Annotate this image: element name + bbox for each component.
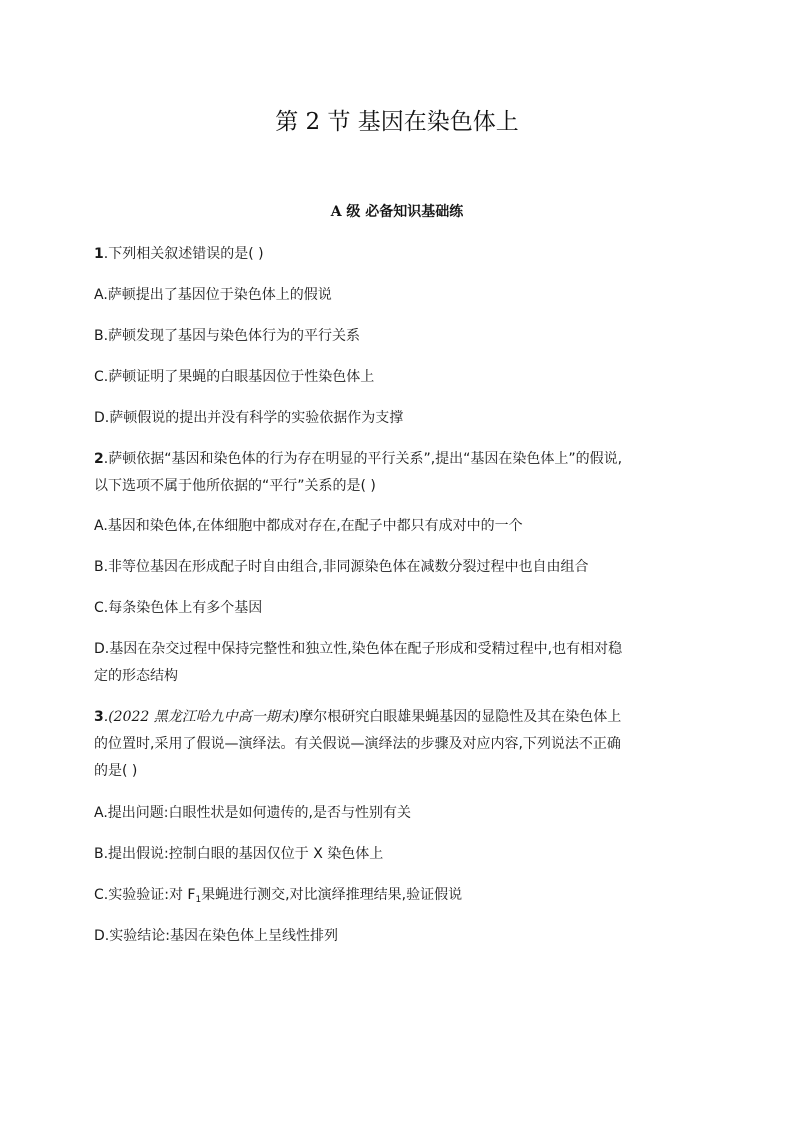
question-text: .萨顿依据“基因和染色体的行为存在明显的平行关系”,提出“基因在染色体上”的假说, xyxy=(103,451,623,467)
question-1-option-a: A.萨顿提出了基因位于染色体上的假说 xyxy=(94,287,332,303)
question-3-option-b: B.提出假说:控制白眼的基因仅位于 X 染色体上 xyxy=(94,846,384,862)
question-3-stem-line-3: 的是( ) xyxy=(94,763,138,779)
question-2-stem-line-1 xyxy=(94,449,704,469)
question-3-option-d: D.实验结论:基因在染色体上呈线性排列 xyxy=(94,928,338,944)
page-title: 第 2 节 基因在染色体上 xyxy=(275,109,519,135)
question-number: 3 xyxy=(94,709,104,725)
question-3-stem-line-2: 的位置时,采用了假说—演绎法。有关假说—演绎法的步骤及对应内容,下列说法不正确 xyxy=(94,736,621,752)
question-number: 1 xyxy=(94,246,104,262)
question-number: 2 xyxy=(94,451,104,467)
subscript-1: 1 xyxy=(195,895,202,905)
question-2-option-a: A.基因和染色体,在体细胞中都成对存在,在配子中都只有成对中的一个 xyxy=(94,518,523,534)
section-heading: A 级 必备知识基础练 xyxy=(330,204,464,220)
option-c-suffix: 果蝇进行测交,对比演绎推理结果,验证假说 xyxy=(201,887,463,903)
question-3-option-a: A.提出问题:白眼性状是如何遗传的,是否与性别有关 xyxy=(94,805,411,821)
question-1-option-c: C.萨顿证明了果蝇的白眼基因位于性染色体上 xyxy=(94,369,375,385)
question-2-stem-line-2: 以下选项不属于他所依据的“平行”关系的是( ) xyxy=(94,478,376,494)
question-3-stem-line-1 xyxy=(94,707,704,727)
question-1-option-b: B.萨顿发现了基因与染色体行为的平行关系 xyxy=(94,328,361,344)
question-2-option-b: B.非等位基因在形成配子时自由组合,非同源染色体在减数分裂过程中也自由组合 xyxy=(94,559,589,575)
question-text: .下列相关叙述错误的是( ) xyxy=(103,246,264,262)
question-1-stem xyxy=(94,244,704,264)
option-c-prefix: C.实验验证:对 F xyxy=(94,887,196,903)
question-1-option-d: D.萨顿假说的提出并没有科学的实验依据作为支撑 xyxy=(94,410,404,426)
question-2-option-d-line-1: D.基因在杂交过程中保持完整性和独立性,染色体在配子形成和受精过程中,也有相对稳 xyxy=(94,641,623,657)
question-text: 摩尔根研究白眼雄果蝇基因的显隐性及其在染色体上 xyxy=(299,709,622,725)
question-2-option-d-line-2: 定的形态结构 xyxy=(94,668,178,684)
question-source: .(2022 黑龙江哈九中高一期末) xyxy=(103,709,300,725)
question-3-option-c xyxy=(94,885,704,905)
question-2-option-c: C.每条染色体上有多个基因 xyxy=(94,600,263,616)
